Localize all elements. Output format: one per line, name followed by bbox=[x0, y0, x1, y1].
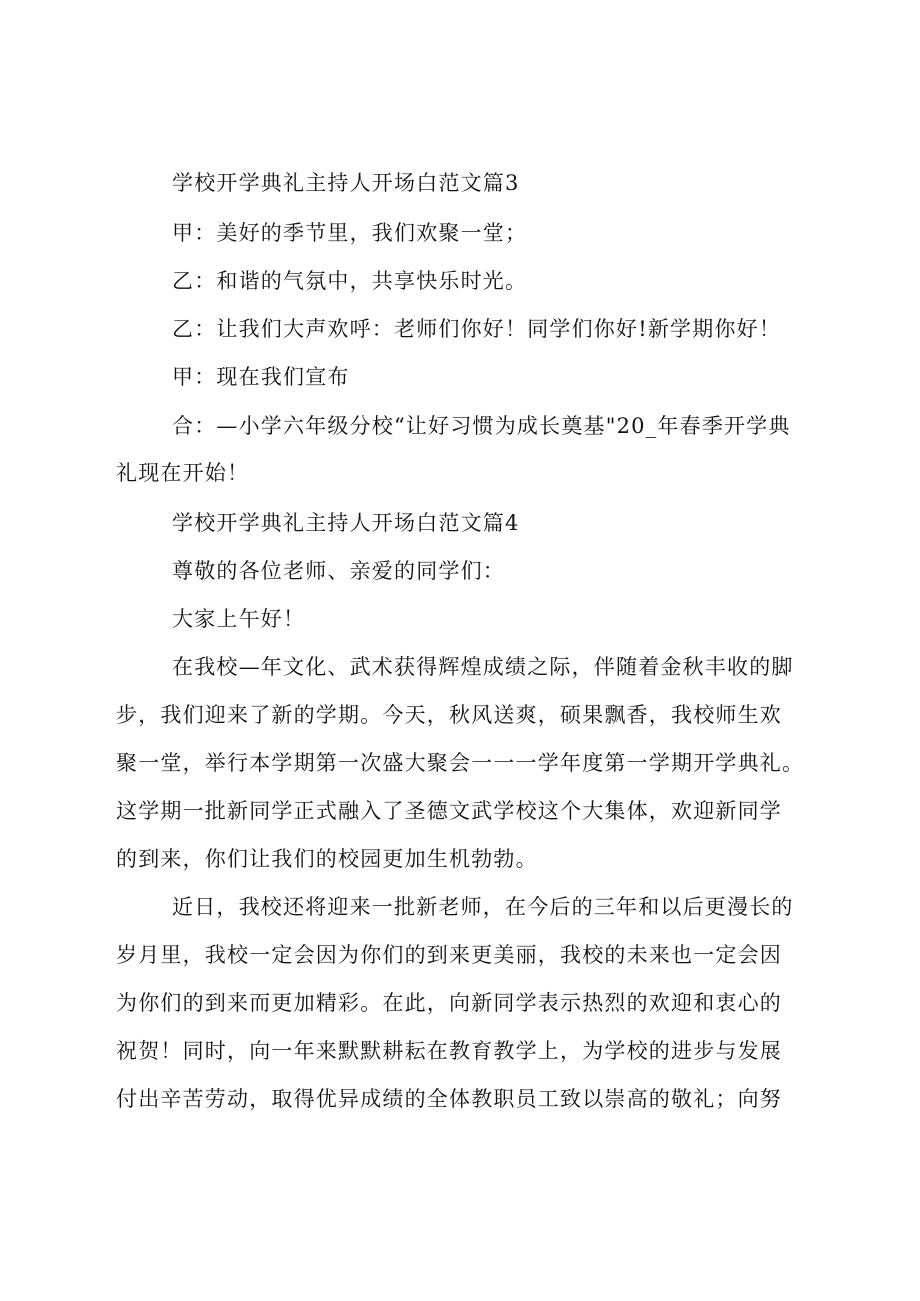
paragraph-line: 近日，我校还将迎来一批新老师，在今后的三年和以后更漫长的 bbox=[172, 895, 794, 919]
section-heading-4: 学校开学典礼主持人开场白范文篇4 bbox=[172, 511, 520, 535]
dialogue-line: 合：—小学六年级分校“让好习惯为成长奠基"20_年春季开学典 bbox=[172, 414, 791, 438]
paragraph-line: 为你们的到来而更加精彩。在此，向新同学表示热烈的欢迎和衷心的 bbox=[116, 991, 782, 1015]
dialogue-line: 乙：让我们大声欢呼：老师们你好！同学们你好!新学期你好！ bbox=[172, 317, 782, 341]
dialogue-line-continuation: 礼现在开始！ bbox=[116, 461, 250, 485]
paragraph-line: 岁月里，我校一定会因为你们的到来更美丽，我校的未来也一定会因 bbox=[116, 943, 782, 967]
paragraph-line: 在我校—年文化、武术获得辉煌成绩之际，伴随着金秋丰收的脚 bbox=[172, 655, 794, 679]
dialogue-line: 甲：美好的季节里，我们欢聚一堂； bbox=[172, 221, 528, 245]
paragraph-line: 这学期一批新同学正式融入了圣德文武学校这个大集体，欢迎新同学 bbox=[116, 799, 782, 823]
paragraph-line: 的到来，你们让我们的校园更加生机勃勃。 bbox=[116, 847, 538, 871]
dialogue-line: 甲：现在我们宣布 bbox=[172, 365, 350, 389]
greeting: 大家上午好！ bbox=[172, 607, 306, 631]
paragraph-line: 聚一堂，举行本学期第一次盛大聚会一一一学年度第一学期开学典礼。 bbox=[116, 751, 805, 775]
section-heading-3: 学校开学典礼主持人开场白范文篇3 bbox=[172, 171, 520, 195]
paragraph-line: 步，我们迎来了新的学期。今天，秋风送爽，硕果飘香，我校师生欢 bbox=[116, 703, 782, 727]
paragraph-line: 祝贺！同时，向一年来默默耕耘在教育教学上，为学校的进步与发展 bbox=[116, 1039, 782, 1063]
paragraph-line: 付出辛苦劳动，取得优异成绩的全体教职员工致以崇高的敬礼；向努 bbox=[116, 1087, 782, 1111]
dialogue-line: 乙：和谐的气氛中，共享快乐时光。 bbox=[172, 269, 528, 293]
salutation: 尊敬的各位老师、亲爱的同学们： bbox=[172, 559, 505, 583]
